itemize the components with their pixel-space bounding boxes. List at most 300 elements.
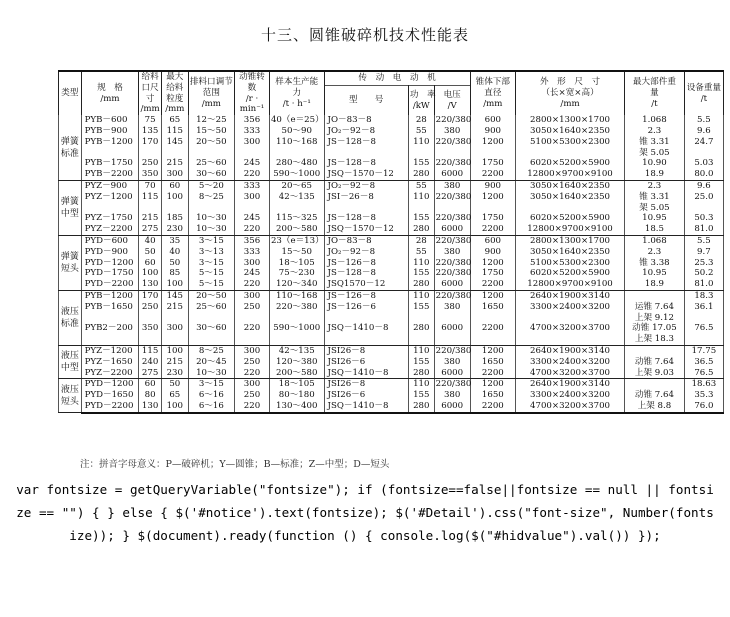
cell-spec [81, 313, 139, 324]
cell-spec: PYD－2200 [81, 401, 139, 413]
cell-motor-power: 110 [408, 258, 434, 269]
table-row [59, 258, 724, 269]
cell-dims: 3050×1640×2350 [515, 126, 624, 137]
cell-maxpart: 架 5.05 [625, 203, 685, 214]
cell-discharge: 3～15 [188, 235, 234, 246]
table-row [59, 334, 724, 345]
spec-table-body [59, 115, 724, 413]
cell-maxpart: 动锥 7.64 [625, 390, 685, 401]
cell-motor-power: 110 [408, 192, 434, 203]
cell-spec: PYZ－2200 [81, 224, 139, 235]
cell-weight: 25.3 [684, 258, 723, 269]
cell-spec: PYZ－900 [81, 180, 139, 191]
header-bottom-dia [470, 71, 515, 115]
cell-maxpart: 2.3 [625, 126, 685, 137]
cell-weight: 9.6 [684, 180, 723, 191]
cell-feed: 115 [139, 192, 162, 203]
page-title: 十三、圆锥破碎机技术性能表 [260, 26, 469, 44]
header-bottom-dia-label: 锥体下部直径 [475, 77, 511, 99]
header-dims [515, 71, 624, 115]
group-type-label: 弹簧中型 [59, 180, 82, 235]
cell-bottom-dia: 2200 [470, 169, 515, 180]
table-row [59, 137, 724, 148]
table-row [59, 158, 724, 169]
header-spec-label: 规 格 [97, 82, 123, 93]
cell-motor-voltage: 380 [434, 302, 470, 313]
cell-maxfeed: 35 [161, 235, 188, 246]
header-motor-voltage-label: 电压 [443, 89, 461, 100]
table-row [59, 180, 724, 191]
cell-maxpart: 2.3 [625, 180, 685, 191]
cell-bottom-dia: 1200 [470, 258, 515, 269]
cell-speed [234, 148, 269, 159]
cell-speed: 300 [234, 345, 269, 356]
cell-maxfeed: 215 [161, 158, 188, 169]
cell-bottom-dia: 900 [470, 126, 515, 137]
cell-maxpart [625, 290, 685, 301]
cell-discharge: 30～60 [188, 323, 234, 334]
cell-speed: 333 [234, 247, 269, 258]
cell-feed [139, 313, 162, 324]
cell-motor-model: JO₂－92－8 [324, 247, 408, 258]
cell-maxfeed: 100 [161, 192, 188, 203]
cell-motor-power: 110 [408, 379, 434, 390]
cell-discharge: 6～16 [188, 401, 234, 413]
cell-discharge: 3～15 [188, 258, 234, 269]
cell-motor-power: 28 [408, 235, 434, 246]
cell-maxfeed: 100 [161, 345, 188, 356]
table-row [59, 203, 724, 214]
cell-speed: 220 [234, 368, 269, 379]
cell-bottom-dia: 900 [470, 180, 515, 191]
cell-speed: 300 [234, 290, 269, 301]
cell-maxpart: 上架 9.12 [625, 313, 685, 324]
cell-motor-voltage: 6000 [434, 368, 470, 379]
spec-table-container [58, 70, 724, 414]
cell-motor-model: JSQ－1570－12 [324, 169, 408, 180]
cell-dims: 3050×1640×2350 [515, 247, 624, 258]
header-motor-voltage [434, 86, 470, 116]
cell-discharge: 8～25 [188, 345, 234, 356]
cell-discharge [188, 334, 234, 345]
cell-capacity: 110～168 [269, 290, 324, 301]
cell-maxfeed: 230 [161, 224, 188, 235]
cell-motor-model [324, 334, 408, 345]
cell-capacity: 23（e＝13） [270, 235, 324, 246]
cell-maxfeed [161, 334, 188, 345]
header-bottom-dia-unit: /mm [483, 98, 503, 109]
cell-feed [139, 148, 162, 159]
cell-discharge: 25～60 [188, 302, 234, 313]
cell-maxpart: 上架 18.3 [625, 334, 685, 345]
cell-discharge [188, 313, 234, 324]
cell-bottom-dia: 1200 [470, 345, 515, 356]
cell-maxfeed: 300 [161, 323, 188, 334]
header-speed-label: 动锥转数 [239, 72, 265, 93]
cell-discharge: 8～25 [188, 192, 234, 203]
cell-motor-power: 55 [408, 247, 434, 258]
cell-discharge: 3～15 [188, 379, 234, 390]
cell-motor-model [324, 313, 408, 324]
cell-feed: 215 [139, 213, 162, 224]
cell-capacity: 80～180 [269, 390, 324, 401]
cell-motor-model: JSI26－8 [324, 379, 408, 390]
cell-bottom-dia: 1200 [470, 137, 515, 148]
table-row [59, 169, 724, 180]
cell-maxfeed: 100 [161, 401, 188, 413]
cell-motor-model: JS－128－8 [324, 137, 408, 148]
cell-speed: 356 [234, 235, 269, 246]
cell-motor-voltage: 380 [434, 357, 470, 368]
cell-spec [81, 148, 139, 159]
cell-spec [81, 334, 139, 345]
cell-weight: 5.5 [684, 115, 723, 126]
header-discharge-label: 排料口调节范围 [189, 77, 233, 99]
header-maxfeed-label: 最大给料粒度 [166, 72, 184, 104]
cell-motor-power: 110 [408, 345, 434, 356]
cell-weight [684, 203, 723, 214]
cell-speed: 220 [234, 224, 269, 235]
cell-capacity: 42～135 [269, 345, 324, 356]
cell-weight [684, 313, 723, 324]
cell-feed: 115 [139, 345, 162, 356]
cell-feed: 130 [139, 401, 162, 413]
cell-maxpart: 1.068 [625, 235, 685, 246]
cell-maxpart [625, 345, 685, 356]
cell-motor-voltage: 220/380 [435, 257, 472, 268]
cell-spec: PYD－900 [81, 247, 139, 258]
cell-dims: 2800×1300×1700 [515, 115, 624, 126]
group-type-label: 液压标准 [59, 290, 82, 345]
cell-weight: 36.5 [684, 357, 723, 368]
cell-motor-voltage: 6000 [434, 224, 470, 235]
cell-dims: 12800×9700×9100 [515, 169, 624, 180]
cell-feed: 40 [139, 235, 162, 246]
cell-capacity: 15～50 [269, 247, 324, 258]
cell-motor-voltage: 220/380 [435, 158, 472, 169]
header-feed-label: 给料口尺 寸 [141, 72, 168, 104]
cell-dims: 3050×1640×2350 [515, 192, 624, 203]
cell-spec: PYZ－1650 [81, 357, 139, 368]
cell-maxpart: 18.9 [625, 279, 685, 290]
cell-speed: 300 [234, 258, 269, 269]
cell-maxfeed: 300 [161, 169, 188, 180]
cell-motor-voltage: 220/380 [435, 213, 472, 224]
cell-motor-power: 280 [408, 224, 434, 235]
cell-feed: 80 [139, 390, 162, 401]
cell-weight: 9.6 [684, 126, 723, 137]
header-motor-model: 型 号 [324, 86, 408, 116]
cell-motor-voltage: 380 [434, 126, 470, 137]
cell-discharge: 20～50 [188, 137, 234, 148]
cell-speed: 245 [234, 158, 269, 169]
cell-maxpart: 18.9 [625, 169, 685, 180]
leaked-script-text: var fontsize = getQueryVariable("fontsize"); if (fontsize==false||fontsize == null || fontsize == "") { } else { $('#notice').text(fontsize); $('#Detail').css("font-size", Number(fontsize)); } $(document).ready(function () { console.log($("#hidvalue").val()) }); [16, 482, 714, 543]
cell-capacity: 40（e＝25） [270, 115, 324, 126]
cell-capacity: 20～65 [269, 180, 324, 191]
cell-discharge: 10～30 [188, 213, 234, 224]
footnote: 注：拼音字母意义：P—破碎机；Y—圆锥；B—标准；Z—中型；D—短头 [80, 459, 390, 470]
cell-feed: 60 [139, 258, 162, 269]
cell-motor-power: 55 [408, 180, 434, 191]
cell-weight: 36.1 [684, 302, 723, 313]
cell-feed: 135 [139, 126, 162, 137]
cell-weight: 5.5 [684, 235, 723, 246]
cell-motor-power: 110 [408, 290, 434, 301]
cell-feed: 350 [139, 323, 162, 334]
cell-motor-model: JSI26－6 [324, 357, 408, 368]
cell-motor-model: JSI－26－8 [324, 192, 408, 203]
cell-weight [684, 334, 723, 345]
cell-bottom-dia: 600 [470, 235, 515, 246]
cell-capacity: 200～580 [269, 368, 324, 379]
cell-capacity: 120～340 [269, 279, 324, 290]
cell-spec [81, 203, 139, 214]
cell-dims: 12800×9700×9100 [515, 279, 624, 290]
cell-feed: 350 [139, 169, 162, 180]
cell-discharge: 5～15 [188, 268, 234, 279]
cell-bottom-dia: 2200 [470, 401, 515, 413]
cell-feed: 250 [139, 158, 162, 169]
cell-weight: 76.0 [684, 401, 723, 413]
header-maxfeed [161, 71, 188, 115]
cell-feed [139, 203, 162, 214]
header-weight-label: 设备重量 [686, 82, 722, 93]
cell-motor-voltage [434, 334, 470, 345]
header-motor-power-label: 功 率 [409, 89, 436, 100]
cell-bottom-dia: 1200 [470, 192, 515, 203]
cell-capacity: 110～168 [269, 137, 324, 148]
cell-motor-voltage: 6000 [434, 323, 470, 334]
cell-motor-voltage: 380 [434, 247, 470, 258]
header-motor-power-unit: /kW [412, 100, 430, 111]
cell-dims [515, 313, 624, 324]
cell-capacity: 42～135 [269, 192, 324, 203]
cell-spec: PYZ－1200 [81, 192, 139, 203]
cell-dims: 2800×1300×1700 [515, 235, 624, 246]
header-dims-sub: （长×宽×高） [541, 88, 599, 99]
cell-motor-power: 280 [408, 279, 434, 290]
cell-discharge: 10～30 [188, 224, 234, 235]
header-speed-unit: /r · min⁻¹ [239, 93, 265, 115]
cell-bottom-dia: 1650 [470, 302, 515, 313]
cell-maxfeed [161, 313, 188, 324]
cell-feed: 275 [139, 224, 162, 235]
cell-bottom-dia [470, 148, 515, 159]
table-row [59, 313, 724, 324]
cell-bottom-dia: 1200 [470, 379, 515, 390]
cell-motor-model: JS－126－8 [324, 258, 408, 269]
table-row [59, 115, 724, 126]
cell-feed: 240 [139, 357, 162, 368]
cell-weight: 5.03 [684, 158, 723, 169]
cell-motor-voltage: 220/380 [435, 115, 472, 126]
spec-table [58, 70, 724, 414]
cell-weight: 25.0 [684, 192, 723, 203]
cell-dims: 5100×5300×2300 [515, 258, 624, 269]
cell-discharge: 12～25 [188, 115, 234, 126]
cell-maxpart: 10.95 [625, 268, 685, 279]
cell-speed [234, 313, 269, 324]
cell-maxpart: 架 5.05 [625, 148, 685, 159]
cell-capacity [269, 148, 324, 159]
cell-discharge: 20～50 [188, 290, 234, 301]
cell-discharge: 20～45 [188, 357, 234, 368]
header-motor: 传 动 电 动 机 [324, 71, 470, 86]
cell-motor-model: JSQ1570－12 [324, 279, 408, 290]
cell-bottom-dia: 1650 [470, 357, 515, 368]
table-row [59, 268, 724, 279]
cell-dims: 4700×3200×3700 [515, 323, 624, 334]
cell-motor-voltage [434, 148, 470, 159]
cell-motor-model: JO₂－92－8 [324, 126, 408, 137]
cell-dims [515, 334, 624, 345]
cell-feed: 130 [139, 279, 162, 290]
cell-motor-power: 280 [408, 368, 434, 379]
cell-bottom-dia: 2200 [470, 368, 515, 379]
table-row [59, 224, 724, 235]
table-row [59, 126, 724, 137]
cell-spec: PYD－1200 [81, 258, 139, 269]
cell-dims: 3300×2400×3200 [515, 357, 624, 368]
header-spec-unit: /mm [100, 93, 120, 104]
table-row [59, 290, 724, 301]
cell-motor-power [408, 334, 434, 345]
cell-feed: 70 [139, 180, 162, 191]
header-feed [139, 71, 168, 115]
cell-speed: 220 [234, 323, 269, 334]
cell-motor-voltage: 220/380 [435, 345, 472, 356]
cell-motor-model: JSQ－1410－8 [324, 323, 408, 334]
cell-capacity: 120～380 [269, 357, 324, 368]
cell-spec: PYB－600 [81, 115, 139, 126]
cell-motor-model: JSI26－8 [324, 345, 408, 356]
cell-dims: 2640×1900×3140 [515, 379, 624, 390]
cell-speed: 250 [234, 357, 269, 368]
cell-discharge: 3～13 [188, 247, 234, 258]
cell-bottom-dia: 1750 [470, 268, 515, 279]
cell-maxpart: 锥 3.38 [625, 258, 685, 269]
cell-feed: 75 [139, 115, 162, 126]
cell-bottom-dia: 600 [470, 115, 515, 126]
cell-dims: 2640×1900×3140 [515, 345, 624, 356]
cell-dims: 4700×3200×3700 [515, 368, 624, 379]
cell-motor-voltage: 380 [434, 180, 470, 191]
cell-weight [684, 148, 723, 159]
header-spec [81, 71, 139, 115]
cell-dims: 6020×5200×5900 [515, 213, 624, 224]
cell-maxpart: 上架 8.8 [625, 401, 685, 413]
cell-motor-power: 280 [408, 401, 434, 413]
cell-weight: 81.0 [684, 224, 723, 235]
group-type-label: 液压短头 [59, 379, 82, 413]
cell-maxfeed [161, 148, 188, 159]
cell-discharge: 15～50 [188, 126, 234, 137]
cell-weight: 35.3 [684, 390, 723, 401]
cell-motor-voltage: 6000 [434, 401, 470, 413]
cell-motor-power: 28 [408, 115, 434, 126]
cell-feed: 50 [139, 247, 162, 258]
cell-discharge: 25～60 [188, 158, 234, 169]
cell-speed: 300 [234, 137, 269, 148]
cell-motor-voltage: 6000 [434, 169, 470, 180]
cell-maxpart: 10.95 [625, 213, 685, 224]
cell-spec: PYB2－200 [81, 323, 139, 334]
cell-capacity: 75～230 [269, 268, 324, 279]
cell-dims: 5100×5300×2300 [515, 137, 624, 148]
cell-motor-model [324, 148, 408, 159]
cell-maxfeed: 100 [161, 279, 188, 290]
cell-motor-power [408, 313, 434, 324]
header-weight-unit: /t [700, 93, 708, 104]
cell-bottom-dia: 1750 [470, 213, 515, 224]
cell-dims: 3050×1640×2350 [515, 180, 624, 191]
cell-motor-power: 280 [408, 169, 434, 180]
cell-maxfeed [161, 203, 188, 214]
cell-weight: 24.7 [684, 137, 723, 148]
cell-maxfeed: 185 [161, 213, 188, 224]
cell-feed: 250 [139, 302, 162, 313]
cell-bottom-dia: 1750 [470, 158, 515, 169]
cell-speed: 250 [234, 302, 269, 313]
cell-capacity [269, 334, 324, 345]
cell-motor-power: 155 [408, 268, 434, 279]
cell-discharge [188, 148, 234, 159]
cell-speed [234, 334, 269, 345]
table-row [59, 192, 724, 203]
cell-motor-power: 155 [408, 390, 434, 401]
cell-dims: 2640×1900×3140 [515, 290, 624, 301]
cell-spec: PYZ－1750 [81, 213, 139, 224]
cell-motor-voltage: 220/380 [435, 268, 472, 279]
header-discharge-unit: /mm [201, 98, 221, 109]
cell-maxfeed: 40 [161, 247, 188, 258]
cell-maxpart: 运锥 7.64 [625, 302, 685, 313]
cell-speed: 333 [234, 126, 269, 137]
cell-maxfeed: 50 [161, 258, 188, 269]
cell-spec: PYZ－1200 [81, 345, 139, 356]
cell-bottom-dia [470, 313, 515, 324]
cell-speed: 220 [234, 169, 269, 180]
cell-capacity: 18～105 [269, 258, 324, 269]
cell-dims: 3300×2400×3200 [515, 302, 624, 313]
cell-motor-model: JS－128－8 [324, 158, 408, 169]
table-row [59, 368, 724, 379]
cell-weight: 50.3 [684, 213, 723, 224]
cell-weight: 80.0 [684, 169, 723, 180]
header-weight [684, 71, 723, 115]
cell-discharge: 5～20 [188, 180, 234, 191]
cell-weight: 76.5 [684, 368, 723, 379]
table-row [59, 235, 724, 246]
cell-spec: PYB－1750 [81, 158, 139, 169]
cell-speed: 220 [234, 279, 269, 290]
cell-motor-model: JSQ－1410－8 [324, 368, 408, 379]
header-maxpart-unit: /t [651, 98, 658, 109]
cell-motor-model: JS－126－6 [324, 302, 408, 313]
cell-maxpart: 18.5 [625, 224, 685, 235]
cell-motor-model: JS－126－8 [324, 290, 408, 301]
header-capacity-unit: /t · h⁻¹ [282, 98, 311, 109]
cell-maxfeed: 230 [161, 368, 188, 379]
cell-weight: 9.7 [684, 247, 723, 258]
group-type-label: 弹簧标准 [59, 115, 82, 180]
header-motor-voltage-unit: /V [447, 100, 457, 111]
cell-bottom-dia: 1200 [470, 290, 515, 301]
header-maxfeed-unit: /mm [165, 104, 185, 115]
cell-capacity: 280～480 [269, 158, 324, 169]
table-row [59, 213, 724, 224]
